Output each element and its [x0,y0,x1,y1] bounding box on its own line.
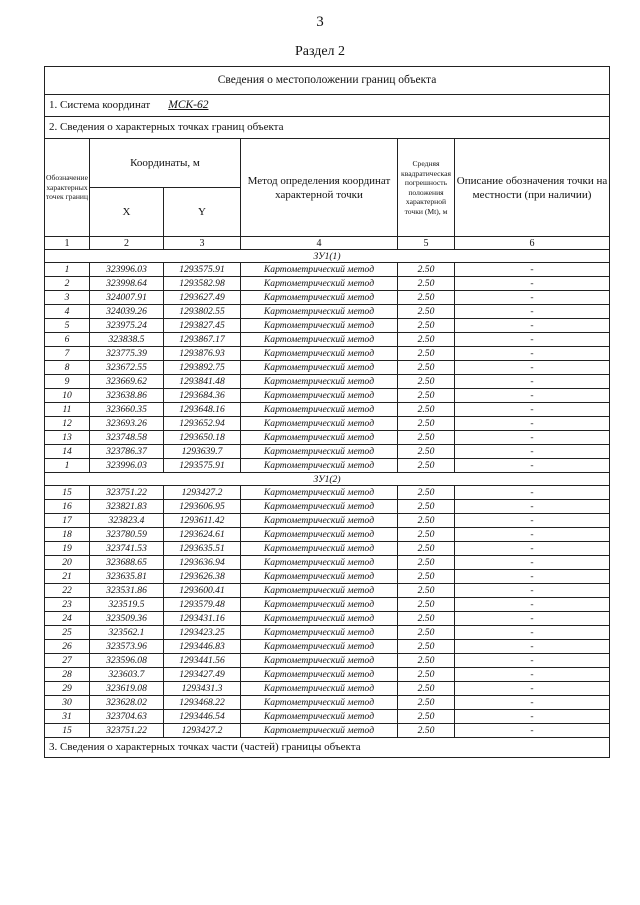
description-cell: - [455,654,610,668]
y-cell: 1293611.42 [164,514,241,528]
y-cell: 1293802.55 [164,305,241,319]
table-row [45,570,610,584]
table-row [45,445,610,459]
page-number: 3 [316,14,324,30]
y-cell: 1293892.75 [164,361,241,375]
description-cell: - [455,431,610,445]
y-cell: 1293427.2 [164,724,241,738]
y-cell: 1293652.94 [164,417,241,431]
table-row [45,528,610,542]
y-cell: 1293684.36 [164,389,241,403]
col-number: 5 [398,237,455,250]
error-cell: 2.50 [398,556,455,570]
table-row [45,347,610,361]
x-cell: 323603.7 [90,668,164,682]
method-cell: Картометрический метод [241,696,398,710]
table-row [45,417,610,431]
point-id-cell: 11 [45,403,90,417]
description-cell: - [455,375,610,389]
table-row [45,319,610,333]
description-cell: - [455,556,610,570]
x-cell: 323996.03 [90,459,164,473]
point-id-cell: 9 [45,375,90,389]
description-cell: - [455,724,610,738]
description-cell: - [455,445,610,459]
y-cell: 1293876.93 [164,347,241,361]
y-cell: 1293626.38 [164,570,241,584]
header-error: Средняя квадратическая погрешность положения характерной точки (Мt), м [398,139,455,237]
y-cell: 1293575.91 [164,459,241,473]
description-cell: - [455,361,610,375]
point-id-cell: 1 [45,459,90,473]
description-cell: - [455,682,610,696]
method-cell: Картометрический метод [241,612,398,626]
x-cell: 323531.86 [90,584,164,598]
table-row [45,361,610,375]
table-row [45,277,610,291]
method-cell: Картометрический метод [241,486,398,500]
x-cell: 323741.53 [90,542,164,556]
description-cell: - [455,570,610,584]
method-cell: Картометрический метод [241,319,398,333]
y-cell: 1293446.54 [164,710,241,724]
error-cell: 2.50 [398,514,455,528]
x-cell: 323786.37 [90,445,164,459]
method-cell: Картометрический метод [241,403,398,417]
x-cell: 323975.24 [90,319,164,333]
x-cell: 323660.35 [90,403,164,417]
method-cell: Картометрический метод [241,417,398,431]
point-id-cell: 4 [45,305,90,319]
description-cell: - [455,696,610,710]
x-cell: 323693.26 [90,417,164,431]
description-cell: - [455,403,610,417]
method-cell: Картометрический метод [241,542,398,556]
table-row [45,431,610,445]
table-row [45,710,610,724]
y-cell: 1293600.41 [164,584,241,598]
method-cell: Картометрический метод [241,375,398,389]
x-cell: 323519.5 [90,598,164,612]
method-cell: Картометрический метод [241,710,398,724]
y-cell: 1293427.49 [164,668,241,682]
table-row [45,682,610,696]
error-cell: 2.50 [398,668,455,682]
y-cell: 1293606.95 [164,500,241,514]
error-cell: 2.50 [398,682,455,696]
method-cell: Картометрический метод [241,584,398,598]
method-cell: Картометрический метод [241,528,398,542]
y-cell: 1293431.16 [164,612,241,626]
error-cell: 2.50 [398,626,455,640]
y-cell: 1293575.91 [164,263,241,277]
point-id-cell: 21 [45,570,90,584]
description-cell: - [455,612,610,626]
point-id-cell: 28 [45,668,90,682]
x-cell: 323780.59 [90,528,164,542]
x-cell: 323838.5 [90,333,164,347]
parts-heading: 3. Сведения о характерных точках части (частей) границы объекта [45,738,610,758]
table-row [45,333,610,347]
point-id-cell: 2 [45,277,90,291]
point-id-cell: 26 [45,640,90,654]
error-cell: 2.50 [398,584,455,598]
description-cell: - [455,417,610,431]
col-number: 4 [241,237,398,250]
y-cell: 1293650.18 [164,431,241,445]
x-cell: 323635.81 [90,570,164,584]
x-cell: 324007.91 [90,291,164,305]
description-cell: - [455,626,610,640]
header-coords: Координаты, м [90,139,241,188]
group-row [45,473,610,486]
x-cell: 323596.08 [90,654,164,668]
point-id-cell: 17 [45,514,90,528]
x-cell: 323509.36 [90,612,164,626]
x-cell: 324039.26 [90,305,164,319]
description-cell: - [455,710,610,724]
table-row [45,654,610,668]
header-point: Обозначение характерных точек границ [45,139,90,237]
points-heading: 2. Сведения о характерных точках границ объекта [45,117,610,139]
col-number: 2 [90,237,164,250]
x-cell: 323821.83 [90,500,164,514]
description-cell: - [455,305,610,319]
y-cell: 1293427.2 [164,486,241,500]
point-id-cell: 30 [45,696,90,710]
point-id-cell: 31 [45,710,90,724]
col-number: 6 [455,237,610,250]
error-cell: 2.50 [398,417,455,431]
section-title: Раздел 2 [294,44,346,59]
error-cell: 2.50 [398,640,455,654]
error-cell: 2.50 [398,445,455,459]
description-cell: - [455,347,610,361]
table-row [45,291,610,305]
error-cell: 2.50 [398,528,455,542]
x-cell: 323775.39 [90,347,164,361]
y-cell: 1293446.83 [164,640,241,654]
point-id-cell: 27 [45,654,90,668]
table-row [45,486,610,500]
y-cell: 1293431.3 [164,682,241,696]
header-y: Y [164,188,241,237]
x-cell: 323619.08 [90,682,164,696]
y-cell: 1293636.94 [164,556,241,570]
table-row [45,305,610,319]
error-cell: 2.50 [398,612,455,626]
description-cell: - [455,542,610,556]
method-cell: Картометрический метод [241,500,398,514]
point-id-cell: 16 [45,500,90,514]
header-x: X [90,188,164,237]
table-title: Сведения о местоположении границ объекта [45,67,610,95]
y-cell: 1293827.45 [164,319,241,333]
method-cell: Картометрический метод [241,445,398,459]
y-cell: 1293423.25 [164,626,241,640]
method-cell: Картометрический метод [241,598,398,612]
coord-system-row [45,95,610,117]
error-cell: 2.50 [398,389,455,403]
x-cell: 323669.62 [90,375,164,389]
y-cell: 1293579.48 [164,598,241,612]
x-cell: 323573.96 [90,640,164,654]
y-cell: 1293468.22 [164,696,241,710]
error-cell: 2.50 [398,486,455,500]
error-cell: 2.50 [398,291,455,305]
description-cell: - [455,333,610,347]
error-cell: 2.50 [398,263,455,277]
error-cell: 2.50 [398,570,455,584]
method-cell: Картометрический метод [241,333,398,347]
error-cell: 2.50 [398,333,455,347]
method-cell: Картометрический метод [241,626,398,640]
y-cell: 1293582.98 [164,277,241,291]
point-id-cell: 29 [45,682,90,696]
method-cell: Картометрический метод [241,263,398,277]
error-cell: 2.50 [398,347,455,361]
description-cell: - [455,668,610,682]
method-cell: Картометрический метод [241,431,398,445]
method-cell: Картометрический метод [241,514,398,528]
description-cell: - [455,500,610,514]
table-row [45,403,610,417]
y-cell: 1293635.51 [164,542,241,556]
point-id-cell: 18 [45,528,90,542]
point-id-cell: 5 [45,319,90,333]
error-cell: 2.50 [398,431,455,445]
description-cell: - [455,277,610,291]
point-id-cell: 20 [45,556,90,570]
method-cell: Картометрический метод [241,668,398,682]
point-id-cell: 10 [45,389,90,403]
error-cell: 2.50 [398,277,455,291]
point-id-cell: 22 [45,584,90,598]
table-row [45,514,610,528]
y-cell: 1293639.7 [164,445,241,459]
table-row [45,640,610,654]
point-id-cell: 19 [45,542,90,556]
x-cell: 323672.55 [90,361,164,375]
table-row [45,500,610,514]
table-row [45,612,610,626]
point-id-cell: 1 [45,263,90,277]
table-row [45,263,610,277]
description-cell: - [455,263,610,277]
table-row [45,626,610,640]
x-cell: 323638.86 [90,389,164,403]
description-cell: - [455,514,610,528]
description-cell: - [455,319,610,333]
col-number: 1 [45,237,90,250]
x-cell: 323751.22 [90,724,164,738]
description-cell: - [455,528,610,542]
group-row [45,250,610,263]
point-id-cell: 15 [45,486,90,500]
coord-system-label: 1. Система координат [49,99,151,111]
x-cell: 323751.22 [90,486,164,500]
x-cell: 323704.63 [90,710,164,724]
group-name: ЗУ1(2) [45,473,610,486]
table-row [45,459,610,473]
table-row [45,598,610,612]
method-cell: Картометрический метод [241,305,398,319]
error-cell: 2.50 [398,542,455,556]
point-id-cell: 6 [45,333,90,347]
y-cell: 1293867.17 [164,333,241,347]
table-row [45,375,610,389]
description-cell: - [455,584,610,598]
point-id-cell: 23 [45,598,90,612]
boundary-table [44,66,610,758]
error-cell: 2.50 [398,724,455,738]
method-cell: Картометрический метод [241,459,398,473]
description-cell: - [455,389,610,403]
method-cell: Картометрический метод [241,724,398,738]
error-cell: 2.50 [398,459,455,473]
method-cell: Картометрический метод [241,389,398,403]
y-cell: 1293441.56 [164,654,241,668]
method-cell: Картометрический метод [241,640,398,654]
header-description: Описание обозначения точки на местности (при наличии) [455,139,610,237]
table-row [45,542,610,556]
table-row [45,556,610,570]
point-id-cell: 15 [45,724,90,738]
error-cell: 2.50 [398,319,455,333]
header-method: Метод определения координат характерной точки [241,139,398,237]
y-cell: 1293648.16 [164,403,241,417]
y-cell: 1293627.49 [164,291,241,305]
col-number: 3 [164,237,241,250]
description-cell: - [455,640,610,654]
point-id-cell: 12 [45,417,90,431]
table-row [45,668,610,682]
x-cell: 323998.64 [90,277,164,291]
error-cell: 2.50 [398,696,455,710]
coord-system-value: МСК-62 [168,99,209,111]
point-id-cell: 13 [45,431,90,445]
point-id-cell: 24 [45,612,90,626]
point-id-cell: 8 [45,361,90,375]
error-cell: 2.50 [398,500,455,514]
table-row [45,724,610,738]
method-cell: Картометрический метод [241,570,398,584]
error-cell: 2.50 [398,403,455,417]
method-cell: Картометрический метод [241,277,398,291]
x-cell: 323688.65 [90,556,164,570]
table-row [45,584,610,598]
x-cell: 323996.03 [90,263,164,277]
table-row [45,696,610,710]
x-cell: 323823.4 [90,514,164,528]
error-cell: 2.50 [398,375,455,389]
y-cell: 1293841.48 [164,375,241,389]
method-cell: Картометрический метод [241,682,398,696]
description-cell: - [455,291,610,305]
y-cell: 1293624.61 [164,528,241,542]
method-cell: Картометрический метод [241,654,398,668]
description-cell: - [455,459,610,473]
point-id-cell: 25 [45,626,90,640]
error-cell: 2.50 [398,361,455,375]
description-cell: - [455,598,610,612]
error-cell: 2.50 [398,598,455,612]
method-cell: Картометрический метод [241,556,398,570]
x-cell: 323748.58 [90,431,164,445]
error-cell: 2.50 [398,710,455,724]
point-id-cell: 3 [45,291,90,305]
error-cell: 2.50 [398,654,455,668]
x-cell: 323628.02 [90,696,164,710]
x-cell: 323562.1 [90,626,164,640]
description-cell: - [455,486,610,500]
method-cell: Картометрический метод [241,361,398,375]
point-id-cell: 7 [45,347,90,361]
error-cell: 2.50 [398,305,455,319]
point-id-cell: 14 [45,445,90,459]
method-cell: Картометрический метод [241,347,398,361]
table-row [45,389,610,403]
method-cell: Картометрический метод [241,291,398,305]
group-name: ЗУ1(1) [45,250,610,263]
